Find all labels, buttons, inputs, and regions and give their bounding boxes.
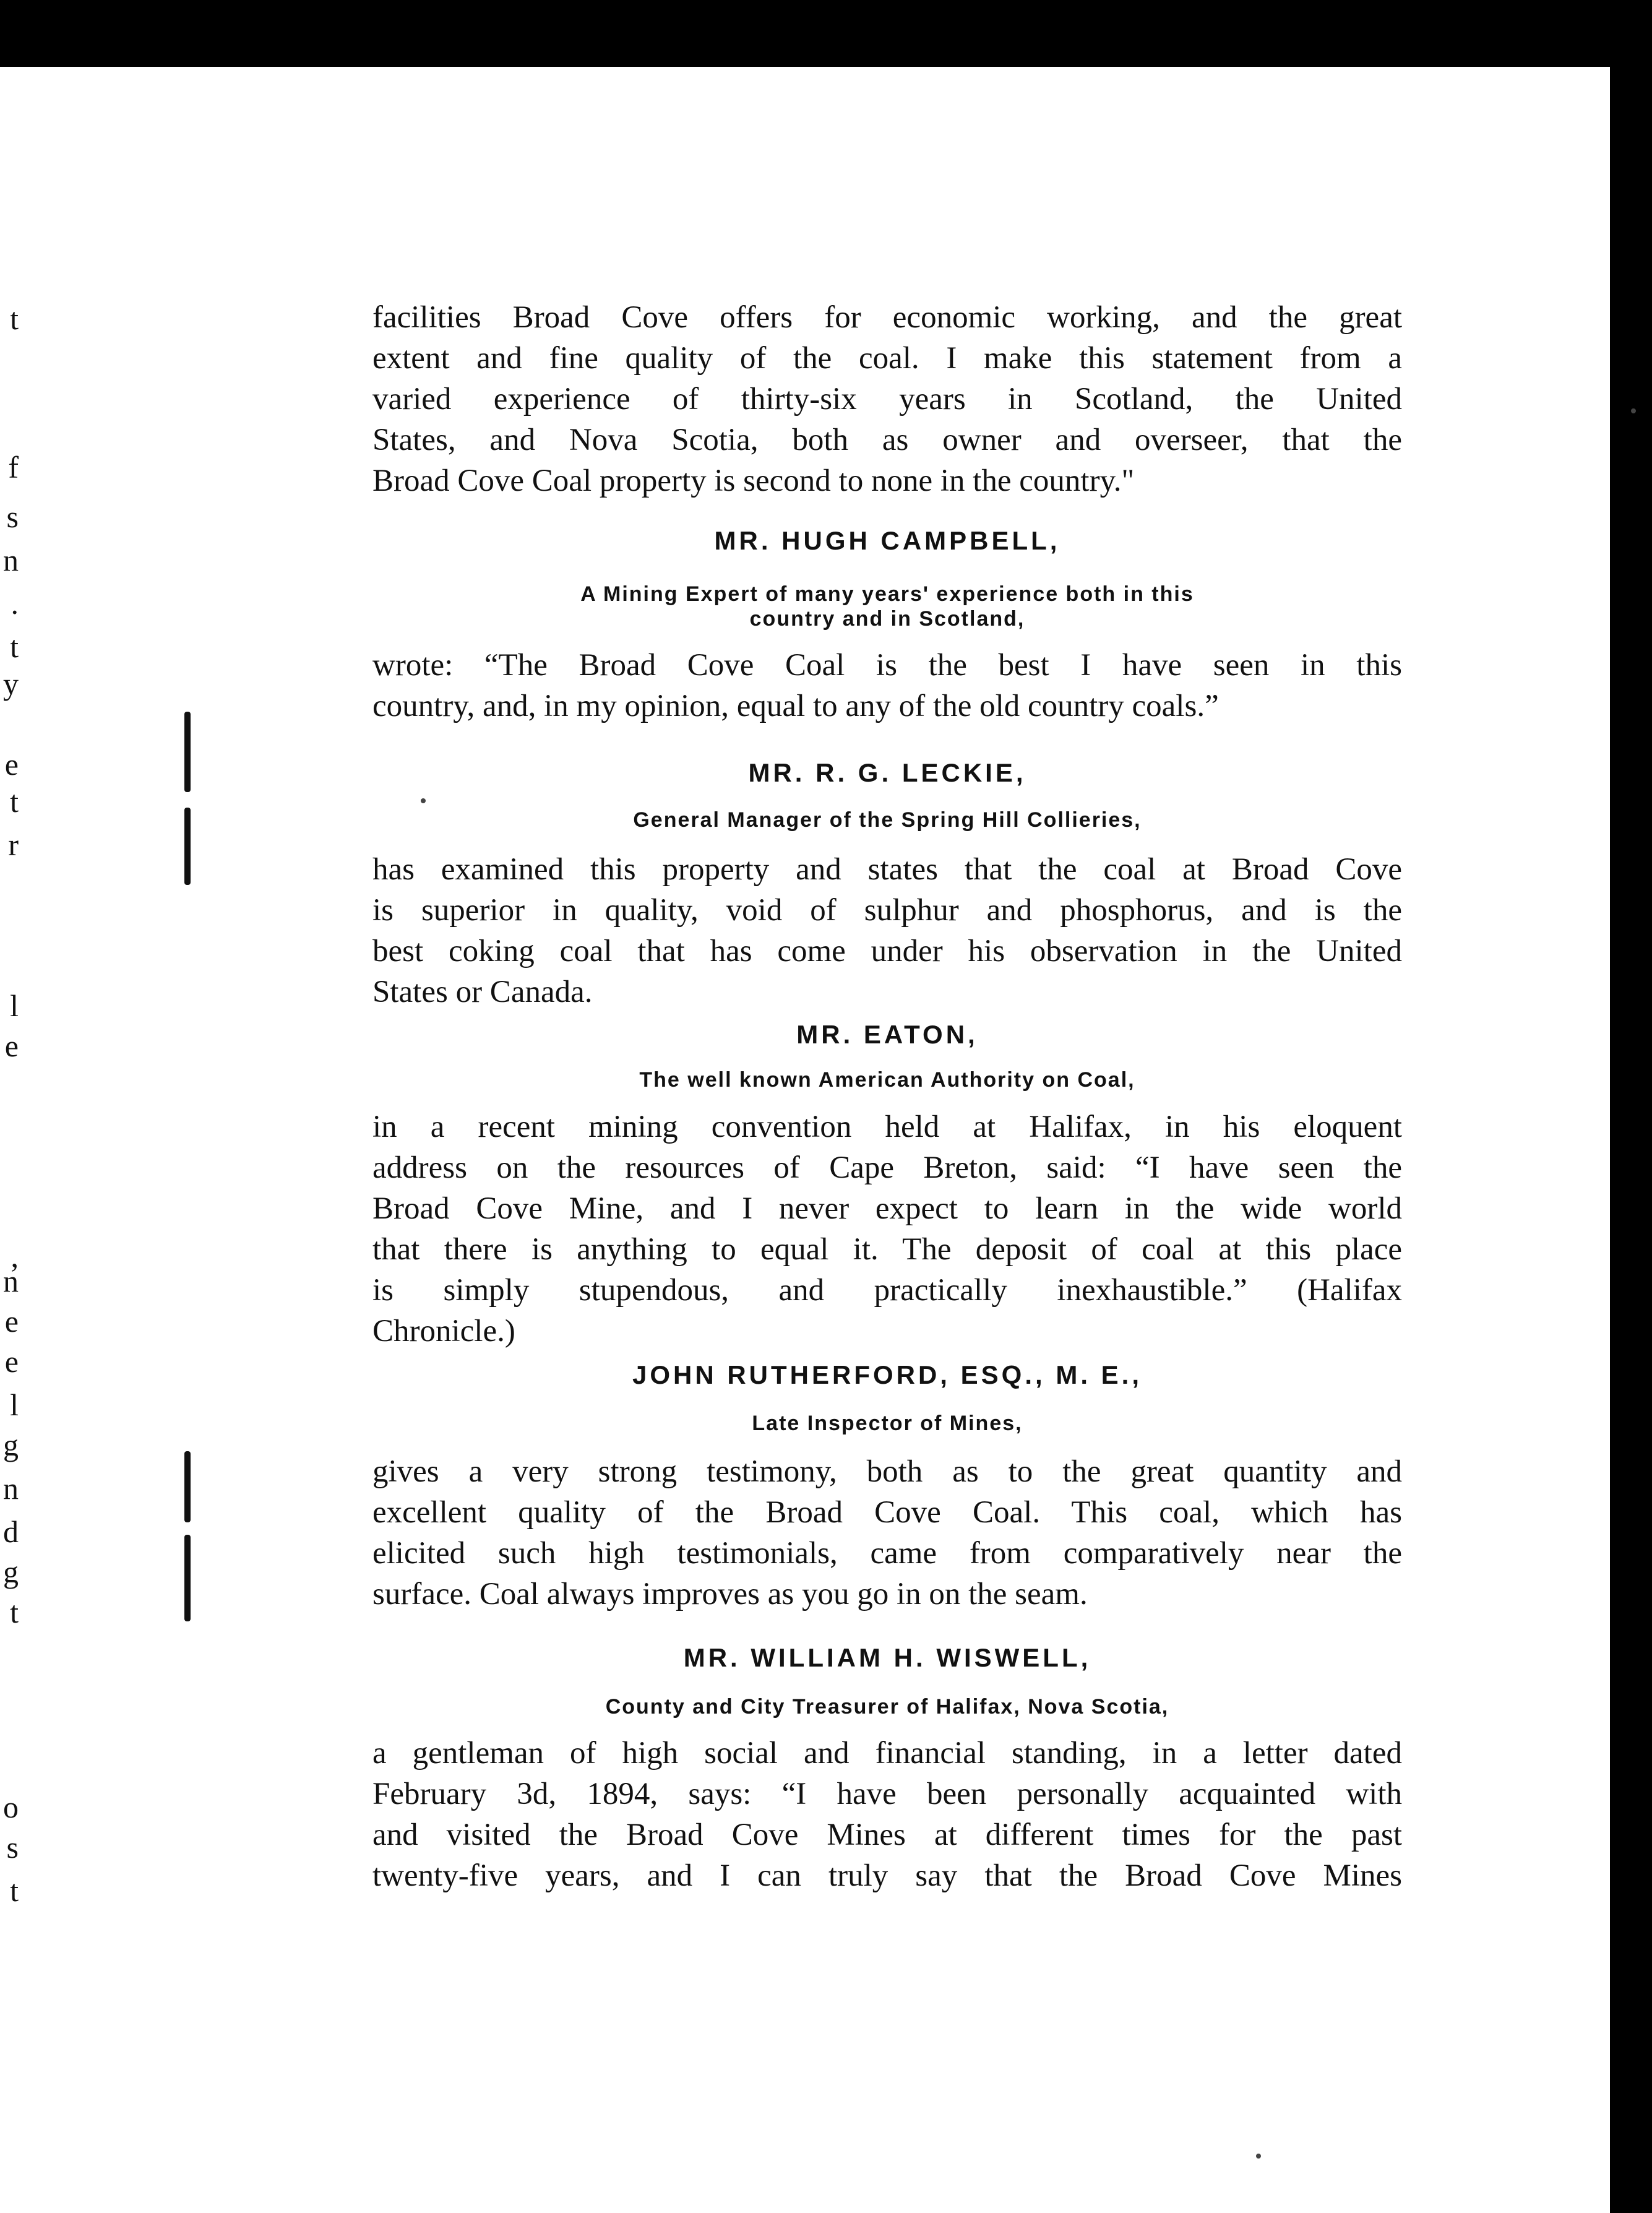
- text-line: twenty-five years, and I can truly say that the Broad Cove Mines: [372, 1858, 1402, 1893]
- section-body-rutherford: [372, 1451, 1402, 1615]
- facing-page-fragment: t: [10, 1873, 19, 1908]
- section-title-eaton: The well known American Authority on Coal,: [639, 1068, 1135, 1092]
- scan-border-top: [0, 0, 1652, 67]
- scan-speck: [421, 798, 426, 803]
- section-heading-wiswell: MR. WILLIAM H. WISWELL,: [683, 1643, 1091, 1672]
- section-heading-rutherford: JOHN RUTHERFORD, ESQ., M. E.,: [632, 1360, 1143, 1389]
- scan-speck: [1256, 2154, 1261, 2159]
- section-body-wiswell: [372, 1733, 1402, 1896]
- text-line: excellent quality of the Broad Cove Coal. This coal, which has: [372, 1495, 1402, 1530]
- facing-page-fragment: t: [10, 629, 19, 664]
- section-body-campbell: [372, 645, 1402, 727]
- text-line: in a recent mining convention held at Halifax, in his eloquent: [372, 1110, 1402, 1144]
- scan-border-right: [1610, 0, 1652, 2213]
- text-line: and visited the Broad Cove Mines at different times for the past: [372, 1818, 1402, 1852]
- intro-paragraph: [372, 297, 1402, 501]
- text-line: facilities Broad Cove offers for economic working, and the great: [372, 300, 1402, 335]
- text-line: States, and Nova Scotia, both as owner and overseer, that the: [372, 423, 1402, 457]
- facing-page-fragment: e: [4, 1344, 19, 1379]
- section-heading-eaton: MR. EATON,: [796, 1020, 978, 1049]
- facing-page-fragment: l: [10, 988, 19, 1023]
- facing-page-fragment: n: [3, 1264, 19, 1298]
- facing-page-fragment: n: [3, 1471, 19, 1506]
- text-line: country, and, in my opinion, equal to any of the old country coals.”: [372, 689, 1219, 723]
- text-line: extent and fine quality of the coal. I make this statement from a: [372, 341, 1402, 376]
- binding-stitch-mark: [184, 808, 191, 885]
- facing-page-fragment: r: [8, 827, 19, 862]
- facing-page-fragment: t: [10, 784, 19, 819]
- text-line: best coking coal that has come under his observation in the United: [372, 934, 1402, 968]
- text-line: surface. Coal always improves as you go in on the seam.: [372, 1577, 1088, 1611]
- facing-page-fragment: s: [6, 1830, 19, 1865]
- binding-stitch-mark: [184, 712, 191, 792]
- text-line: Broad Cove Mine, and I never expect to learn in the wide world: [372, 1191, 1402, 1226]
- section-heading-leckie: MR. R. G. LECKIE,: [748, 758, 1026, 787]
- binding-stitch-mark: [184, 1535, 191, 1621]
- facing-page-fragment: e: [4, 747, 19, 782]
- scan-speck: [1631, 408, 1636, 413]
- facing-page-fragment: ,: [11, 1239, 19, 1274]
- facing-page-fragment: s: [6, 499, 19, 534]
- text-line: that there is anything to equal it. The deposit of coal at this place: [372, 1232, 1402, 1267]
- text-line: Broad Cove Coal property is second to none in the country.": [372, 464, 1135, 498]
- facing-page-fragment: e: [4, 1304, 19, 1339]
- text-line: Chronicle.): [372, 1314, 515, 1348]
- text-line: varied experience of thirty-six years in Scotland, the United: [372, 382, 1402, 416]
- facing-page-fragment: l: [10, 1387, 19, 1422]
- text-line: gives a very strong testimony, both as to the great quantity and: [372, 1454, 1402, 1489]
- facing-page-fragment: .: [11, 586, 19, 621]
- text-line: a gentleman of high social and financial standing, in a letter dated: [372, 1736, 1402, 1771]
- section-title-campbell: A Mining Expert of many years' experience both in this country and in Scotland,: [580, 582, 1194, 631]
- section-body-leckie: [372, 849, 1402, 1012]
- facing-page-fragment: t: [10, 301, 19, 336]
- section-title-rutherford: Late Inspector of Mines,: [752, 1412, 1023, 1435]
- binding-stitch-mark: [184, 1451, 191, 1522]
- facing-page-fragment: o: [3, 1790, 19, 1824]
- facing-page-fragment: d: [3, 1514, 19, 1549]
- section-body-eaton: [372, 1106, 1402, 1352]
- text-line: wrote: “The Broad Cove Coal is the best I have seen in this: [372, 648, 1402, 683]
- section-title-wiswell: County and City Treasurer of Halifax, Nova Scotia,: [605, 1695, 1169, 1719]
- text-line: address on the resources of Cape Breton, said: “I have seen the: [372, 1150, 1402, 1185]
- facing-page-fragment: t: [10, 1595, 19, 1629]
- section-title-leckie: General Manager of the Spring Hill Collieries,: [633, 808, 1142, 832]
- text-line: February 3d, 1894, says: “I have been personally acquainted with: [372, 1777, 1402, 1811]
- facing-page-fragment: g: [3, 1428, 19, 1462]
- text-line: States or Canada.: [372, 975, 593, 1009]
- text-line: has examined this property and states that the coal at Broad Cove: [372, 852, 1402, 887]
- facing-page-fragment: n: [3, 543, 19, 577]
- text-line: elicited such high testimonials, came from comparatively near the: [372, 1536, 1402, 1571]
- text-line: is simply stupendous, and practically inexhaustible.” (Halifax: [372, 1273, 1402, 1308]
- facing-page-fragment: y: [3, 666, 19, 701]
- facing-page-fragment: f: [8, 450, 19, 485]
- text-line: is superior in quality, void of sulphur and phosphorus, and is the: [372, 893, 1402, 928]
- section-heading-campbell: MR. HUGH CAMPBELL,: [714, 526, 1060, 555]
- facing-page-fragment: g: [3, 1555, 19, 1589]
- facing-page-fragment: e: [4, 1029, 19, 1063]
